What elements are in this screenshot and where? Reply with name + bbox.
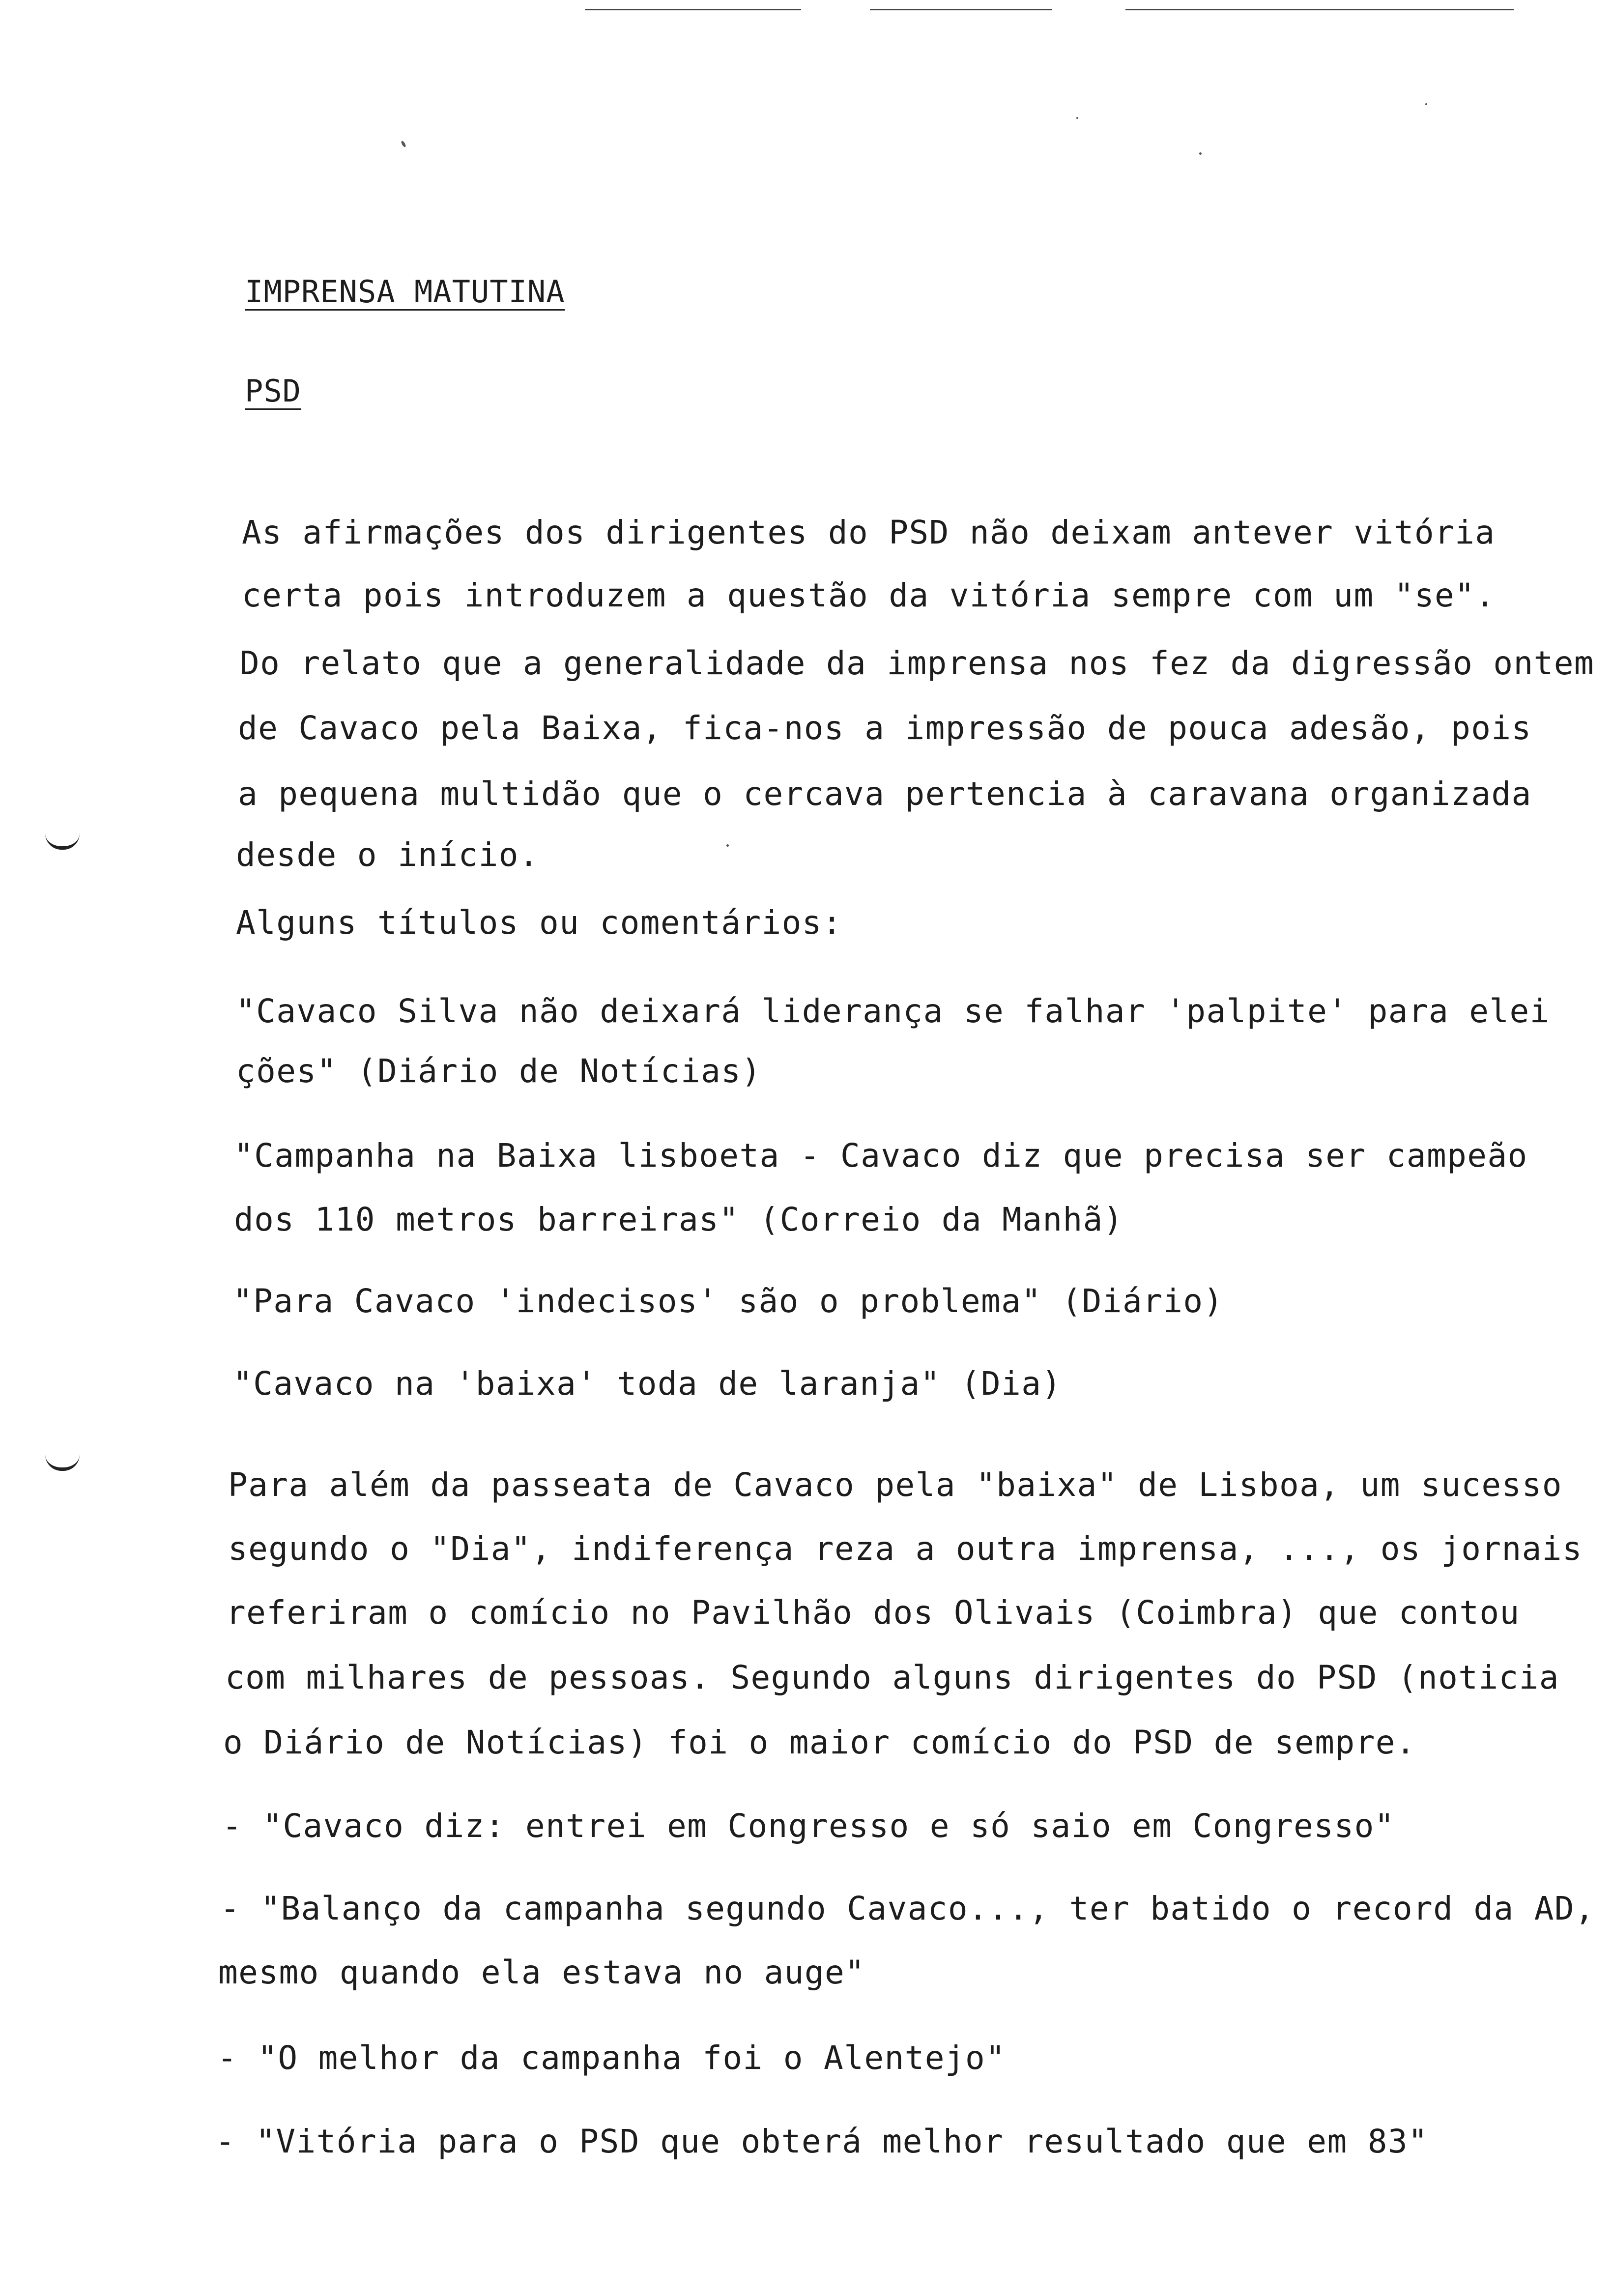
headline-line: dos 110 metros barreiras" (Correio da Manhã): [234, 1201, 1123, 1238]
paragraph-line: o Diário de Notícias) foi o maior comício do PSD de sempre.: [223, 1723, 1416, 1761]
paragraph-line: desde o início.: [236, 836, 540, 874]
headline-line: "Cavaco na 'baixa' toda de laranja" (Dia): [233, 1365, 1062, 1403]
quote-item: - "Cavaco diz: entrei em Congresso e só saio em Congresso": [222, 1807, 1395, 1845]
paragraph-line: referiram o comício no Pavilhão dos Olivais (Coimbra) que contou: [226, 1594, 1520, 1632]
scan-speck: [401, 140, 406, 147]
quote-item: mesmo quando ela estava no auge": [218, 1953, 865, 1991]
paragraph-line: certa pois introduzem a questão da vitória sempre com um "se".: [242, 576, 1496, 614]
headline-line: ções" (Diário de Notícias): [236, 1052, 762, 1090]
quote-item: - "Vitória para o PSD que obterá melhor resultado que em 83": [215, 2123, 1429, 2160]
paragraph-line: As afirmações dos dirigentes do PSD não deixam antever vitória: [242, 514, 1496, 551]
paragraph-line: segundo o "Dia", indiferença reza a outra imprensa, ..., os jornais: [228, 1530, 1583, 1568]
paragraph-line: Alguns títulos ou comentários:: [236, 904, 843, 942]
headline-line: "Cavaco Silva não deixará liderança se falhar 'palpite' para elei: [236, 992, 1550, 1030]
paragraph-line: Do relato que a generalidade da imprensa nos fez da digressão ontem: [240, 644, 1595, 682]
scan-margin-mark: [45, 1455, 80, 1471]
paragraph-line: Para além da passeata de Cavaco pela "baixa" de Lisboa, um sucesso: [228, 1466, 1562, 1504]
scan-speck: [1425, 103, 1427, 105]
section-heading: PSD: [245, 373, 301, 409]
scan-top-rule: [1125, 9, 1514, 10]
scan-speck: [1199, 152, 1202, 155]
page-heading: IMPRENSA MATUTINA: [245, 274, 565, 310]
quote-item: - "Balanço da campanha segundo Cavaco..., ter batido o record da AD,: [220, 1890, 1595, 1927]
scan-speck: [726, 844, 729, 847]
paragraph-line: a pequena multidão que o cercava pertencia à caravana organizada: [238, 775, 1532, 813]
headline-line: "Campanha na Baixa lisboeta - Cavaco diz que precisa ser campeão: [234, 1137, 1528, 1175]
scan-speck: [1076, 117, 1078, 119]
scan-top-rule: [870, 9, 1052, 10]
headline-line: "Para Cavaco 'indecisos' são o problema" (Diário): [233, 1282, 1224, 1320]
quote-item: - "O melhor da campanha foi o Alentejo": [217, 2039, 1006, 2077]
paragraph-line: de Cavaco pela Baixa, fica-nos a impressão de pouca adesão, pois: [238, 709, 1532, 747]
scan-margin-mark: [45, 833, 80, 850]
paragraph-line: com milhares de pessoas. Segundo alguns dirigentes do PSD (noticia: [225, 1659, 1559, 1696]
scan-top-rule: [585, 9, 801, 10]
